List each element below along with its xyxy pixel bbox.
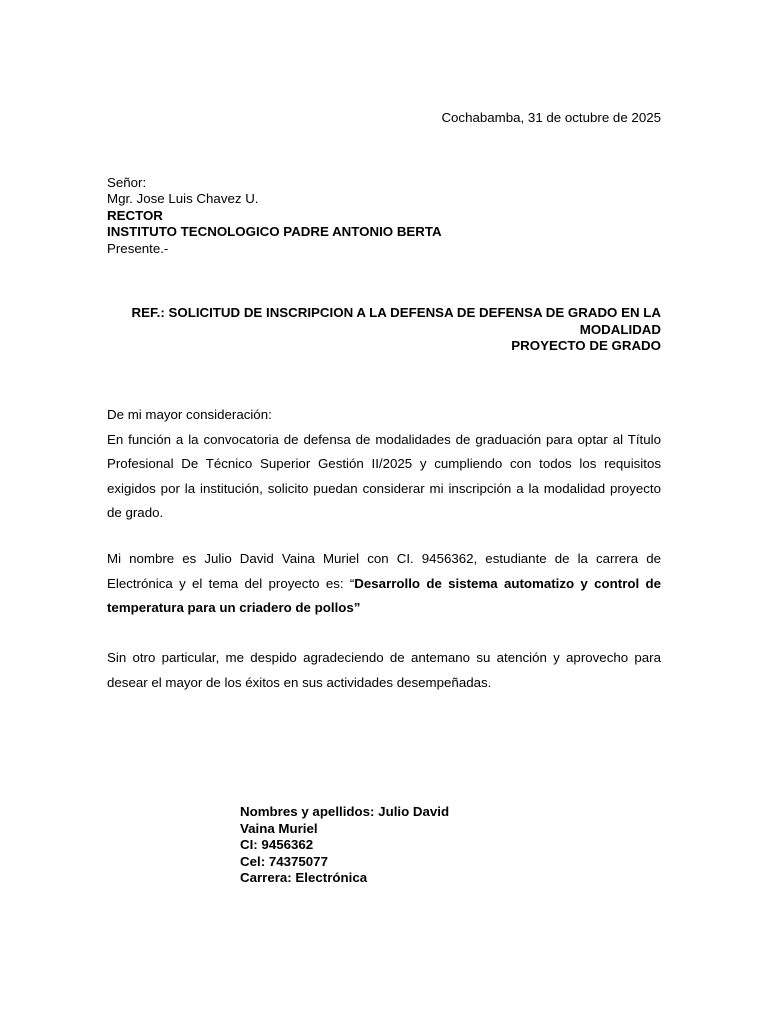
paragraph-3: Sin otro particular, me despido agradeciendo de antemano su atención y aprovecho para desear el mayor de los éxitos en sus actividades desempeñadas. bbox=[107, 650, 661, 690]
signature-ci: CI: 9456362 bbox=[240, 837, 314, 852]
paragraph-2-topic: Desarrollo de sistema automatizo y control de temperatura para un criadero de pollos” bbox=[107, 575, 661, 615]
letter-body bbox=[107, 403, 661, 526]
letter-date: Cochabamba, 31 de octubre de 2025 bbox=[441, 110, 661, 125]
signature-name-line-2: Vaina Muriel bbox=[240, 820, 318, 836]
recipient-presente: Presente.- bbox=[107, 240, 169, 256]
reference-line-2: MODALIDAD bbox=[579, 321, 661, 337]
signature-carrera: Carrera: Electrónica bbox=[240, 870, 368, 885]
recipient-institution: INSTITUTO TECNOLOGICO PADRE ANTONIO BERTA bbox=[107, 224, 442, 240]
reference-block bbox=[107, 305, 661, 355]
paragraph-2 bbox=[107, 547, 661, 621]
signature-block bbox=[240, 804, 449, 887]
signature-cel: Cel: 74375077 bbox=[240, 853, 328, 869]
paragraph-1: En función a la convocatoria de defensa de modalidades de graduación para optar al Título Profesional De Técnico Superior Gestión II/2025 y cumpliendo con todos los requisitos exigidos por la institución, solicito puedan considerar mi inscripción a la modalidad proyecto de grado. bbox=[107, 431, 661, 520]
reference-line-3: PROYECTO DE GRADO bbox=[511, 338, 661, 353]
recipient-position: RECTOR bbox=[107, 207, 163, 223]
paragraph-2-intro: Mi nombre es Julio David Vaina Muriel con CI. 9456362, estudiante de la carrera de Electrónica y el tema del proyecto es: “ bbox=[107, 551, 661, 591]
recipient-block bbox=[107, 175, 442, 257]
recipient-name: Mgr. Jose Luis Chavez U. bbox=[107, 191, 259, 207]
recipient-salutation: Señor: bbox=[107, 175, 147, 190]
reference-line-1: REF.: SOLICITUD DE INSCRIPCION A LA DEFENSA DE DEFENSA DE GRADO EN LA bbox=[131, 305, 661, 320]
signature-name-line-1: Nombres y apellidos: Julio David bbox=[240, 804, 450, 819]
greeting: De mi mayor consideración: bbox=[107, 407, 272, 422]
